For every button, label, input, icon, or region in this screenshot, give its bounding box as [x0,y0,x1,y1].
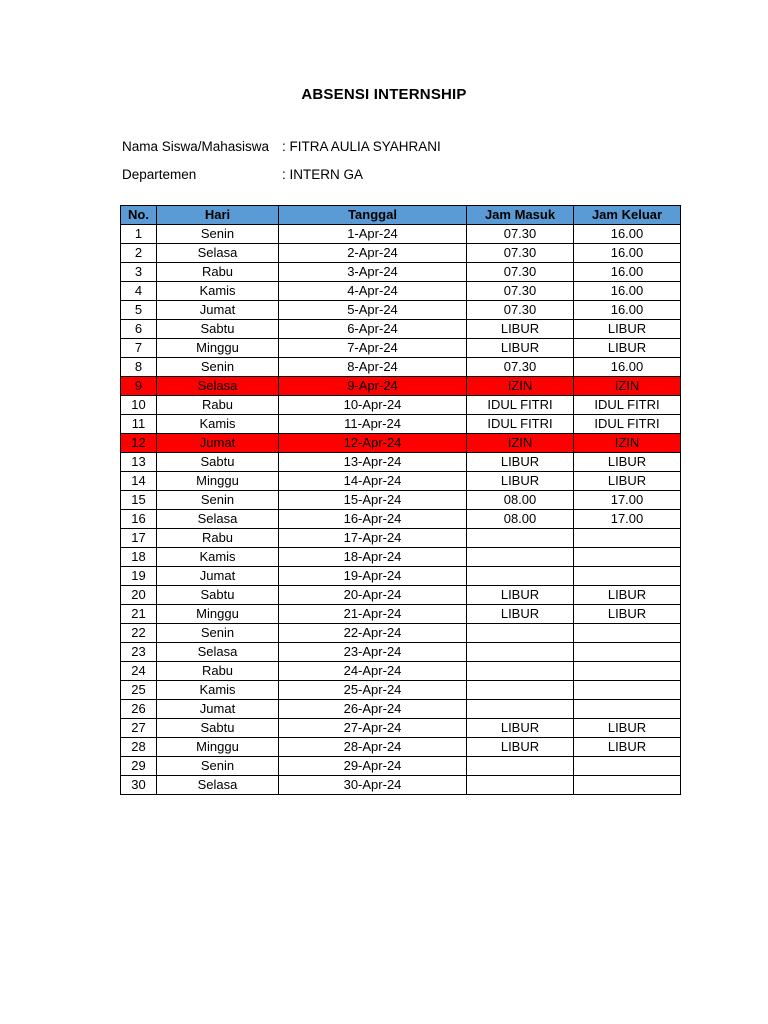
table-row [121,377,681,396]
cell-no: 4 [121,282,157,301]
cell-hari: Senin [157,757,279,776]
cell-no: 24 [121,662,157,681]
table-row [121,491,681,510]
cell-jam-masuk: IDUL FITRI [467,415,574,434]
cell-jam-keluar [574,548,681,567]
table-row [121,757,681,776]
cell-tanggal: 14-Apr-24 [279,472,467,491]
table-row [121,605,681,624]
cell-jam-keluar [574,529,681,548]
cell-tanggal: 2-Apr-24 [279,244,467,263]
cell-hari: Jumat [157,567,279,586]
table-row [121,301,681,320]
student-name-row [122,139,441,154]
cell-no: 19 [121,567,157,586]
cell-jam-masuk: LIBUR [467,719,574,738]
cell-hari: Sabtu [157,586,279,605]
table-row [121,643,681,662]
cell-tanggal: 24-Apr-24 [279,662,467,681]
cell-jam-keluar: 16.00 [574,282,681,301]
cell-no: 6 [121,320,157,339]
cell-tanggal: 20-Apr-24 [279,586,467,605]
cell-hari: Rabu [157,263,279,282]
cell-tanggal: 19-Apr-24 [279,567,467,586]
cell-hari: Senin [157,491,279,510]
cell-jam-masuk: 08.00 [467,510,574,529]
cell-no: 30 [121,776,157,795]
cell-no: 2 [121,244,157,263]
cell-tanggal: 25-Apr-24 [279,681,467,700]
table-row [121,624,681,643]
cell-hari: Minggu [157,605,279,624]
cell-jam-masuk [467,700,574,719]
cell-jam-keluar: 16.00 [574,358,681,377]
cell-hari: Jumat [157,700,279,719]
cell-no: 20 [121,586,157,605]
cell-no: 18 [121,548,157,567]
cell-tanggal: 8-Apr-24 [279,358,467,377]
table-row [121,282,681,301]
table-body [121,225,681,795]
cell-no: 28 [121,738,157,757]
cell-no: 25 [121,681,157,700]
cell-hari: Rabu [157,396,279,415]
cell-jam-keluar: 16.00 [574,301,681,320]
cell-jam-masuk: 07.30 [467,263,574,282]
cell-jam-masuk: LIBUR [467,605,574,624]
cell-no: 3 [121,263,157,282]
student-name-label: Nama Siswa/Mahasiswa [122,139,270,154]
cell-no: 7 [121,339,157,358]
cell-hari: Selasa [157,244,279,263]
cell-tanggal: 26-Apr-24 [279,700,467,719]
table-row [121,225,681,244]
cell-tanggal: 9-Apr-24 [279,377,467,396]
cell-hari: Jumat [157,434,279,453]
cell-hari: Kamis [157,548,279,567]
table-row [121,358,681,377]
table-row [121,415,681,434]
cell-jam-masuk: 07.30 [467,282,574,301]
cell-tanggal: 18-Apr-24 [279,548,467,567]
cell-jam-masuk: 07.30 [467,244,574,263]
department-label: Departemen [122,167,197,182]
cell-jam-masuk [467,662,574,681]
cell-no: 1 [121,225,157,244]
cell-jam-keluar [574,643,681,662]
table-row [121,244,681,263]
cell-no: 21 [121,605,157,624]
cell-tanggal: 30-Apr-24 [279,776,467,795]
cell-hari: Sabtu [157,320,279,339]
cell-jam-keluar: LIBUR [574,605,681,624]
cell-hari: Minggu [157,738,279,757]
cell-tanggal: 7-Apr-24 [279,339,467,358]
cell-jam-masuk: IZIN [467,434,574,453]
cell-no: 11 [121,415,157,434]
cell-tanggal: 12-Apr-24 [279,434,467,453]
cell-jam-masuk [467,548,574,567]
table-row [121,776,681,795]
cell-tanggal: 16-Apr-24 [279,510,467,529]
cell-tanggal: 27-Apr-24 [279,719,467,738]
cell-hari: Senin [157,358,279,377]
cell-jam-keluar [574,700,681,719]
cell-jam-keluar: LIBUR [574,472,681,491]
cell-jam-keluar [574,757,681,776]
table-row [121,662,681,681]
table-row [121,548,681,567]
table-row [121,567,681,586]
cell-jam-masuk [467,643,574,662]
cell-jam-masuk: 08.00 [467,491,574,510]
cell-jam-masuk: IDUL FITRI [467,396,574,415]
cell-jam-masuk: 07.30 [467,358,574,377]
cell-jam-keluar: 16.00 [574,263,681,282]
cell-no: 27 [121,719,157,738]
cell-jam-masuk: LIBUR [467,738,574,757]
cell-tanggal: 6-Apr-24 [279,320,467,339]
cell-no: 22 [121,624,157,643]
cell-jam-keluar: LIBUR [574,719,681,738]
department-value: : INTERN GA [282,167,364,182]
cell-no: 29 [121,757,157,776]
table-row [121,472,681,491]
table-row [121,510,681,529]
cell-jam-keluar [574,662,681,681]
table-row [121,738,681,757]
header-tanggal: Tanggal [279,206,467,225]
cell-jam-keluar: LIBUR [574,320,681,339]
cell-hari: Senin [157,225,279,244]
cell-jam-masuk [467,757,574,776]
cell-jam-keluar: IDUL FITRI [574,396,681,415]
cell-tanggal: 4-Apr-24 [279,282,467,301]
cell-tanggal: 21-Apr-24 [279,605,467,624]
cell-tanggal: 3-Apr-24 [279,263,467,282]
header-jam-masuk: Jam Masuk [467,206,574,225]
cell-tanggal: 23-Apr-24 [279,643,467,662]
cell-jam-keluar [574,567,681,586]
cell-no: 17 [121,529,157,548]
cell-hari: Jumat [157,301,279,320]
header-jam-keluar: Jam Keluar [574,206,681,225]
cell-tanggal: 1-Apr-24 [279,225,467,244]
table-row [121,339,681,358]
header-no: No. [121,206,157,225]
cell-jam-masuk [467,624,574,643]
cell-tanggal: 22-Apr-24 [279,624,467,643]
table-row [121,719,681,738]
cell-no: 5 [121,301,157,320]
table-row [121,681,681,700]
cell-jam-masuk: LIBUR [467,339,574,358]
cell-hari: Minggu [157,472,279,491]
cell-jam-masuk [467,776,574,795]
cell-hari: Minggu [157,339,279,358]
cell-hari: Kamis [157,681,279,700]
table-row [121,700,681,719]
cell-jam-keluar: LIBUR [574,738,681,757]
cell-tanggal: 10-Apr-24 [279,396,467,415]
cell-jam-masuk: IZIN [467,377,574,396]
cell-jam-keluar: 17.00 [574,491,681,510]
cell-jam-keluar: 17.00 [574,510,681,529]
cell-tanggal: 29-Apr-24 [279,757,467,776]
cell-jam-masuk: LIBUR [467,320,574,339]
cell-no: 13 [121,453,157,472]
cell-hari: Senin [157,624,279,643]
cell-hari: Selasa [157,776,279,795]
cell-jam-keluar [574,681,681,700]
cell-jam-masuk [467,529,574,548]
cell-jam-masuk: LIBUR [467,586,574,605]
cell-tanggal: 13-Apr-24 [279,453,467,472]
cell-no: 15 [121,491,157,510]
cell-no: 14 [121,472,157,491]
cell-tanggal: 15-Apr-24 [279,491,467,510]
department-row [122,167,363,182]
cell-jam-keluar: LIBUR [574,586,681,605]
cell-hari: Selasa [157,377,279,396]
student-name-value: : FITRA AULIA SYAHRANI [282,139,441,154]
cell-jam-keluar: 16.00 [574,244,681,263]
cell-no: 9 [121,377,157,396]
cell-jam-keluar: IZIN [574,434,681,453]
table-row [121,434,681,453]
cell-jam-keluar: IZIN [574,377,681,396]
cell-jam-keluar: LIBUR [574,453,681,472]
cell-jam-masuk: 07.30 [467,301,574,320]
cell-hari: Rabu [157,529,279,548]
table-row [121,453,681,472]
cell-hari: Kamis [157,282,279,301]
cell-no: 16 [121,510,157,529]
cell-jam-masuk: 07.30 [467,225,574,244]
document-title: ABSENSI INTERNSHIP [301,86,467,103]
cell-tanggal: 11-Apr-24 [279,415,467,434]
table-row [121,320,681,339]
table-row [121,396,681,415]
cell-tanggal: 17-Apr-24 [279,529,467,548]
cell-no: 26 [121,700,157,719]
table-row [121,529,681,548]
table-row [121,586,681,605]
cell-hari: Kamis [157,415,279,434]
cell-jam-keluar [574,624,681,643]
cell-hari: Sabtu [157,453,279,472]
cell-jam-keluar: LIBUR [574,339,681,358]
cell-jam-keluar: IDUL FITRI [574,415,681,434]
cell-no: 8 [121,358,157,377]
cell-tanggal: 5-Apr-24 [279,301,467,320]
cell-hari: Sabtu [157,719,279,738]
cell-jam-keluar [574,776,681,795]
cell-jam-masuk [467,681,574,700]
cell-jam-keluar: 16.00 [574,225,681,244]
cell-jam-masuk: LIBUR [467,472,574,491]
attendance-table [120,205,681,795]
cell-hari: Selasa [157,510,279,529]
cell-hari: Selasa [157,643,279,662]
cell-no: 23 [121,643,157,662]
table-row [121,263,681,282]
cell-tanggal: 28-Apr-24 [279,738,467,757]
cell-hari: Rabu [157,662,279,681]
header-hari: Hari [157,206,279,225]
cell-no: 12 [121,434,157,453]
table-header-row [121,206,681,225]
cell-jam-masuk: LIBUR [467,453,574,472]
cell-no: 10 [121,396,157,415]
cell-jam-masuk [467,567,574,586]
